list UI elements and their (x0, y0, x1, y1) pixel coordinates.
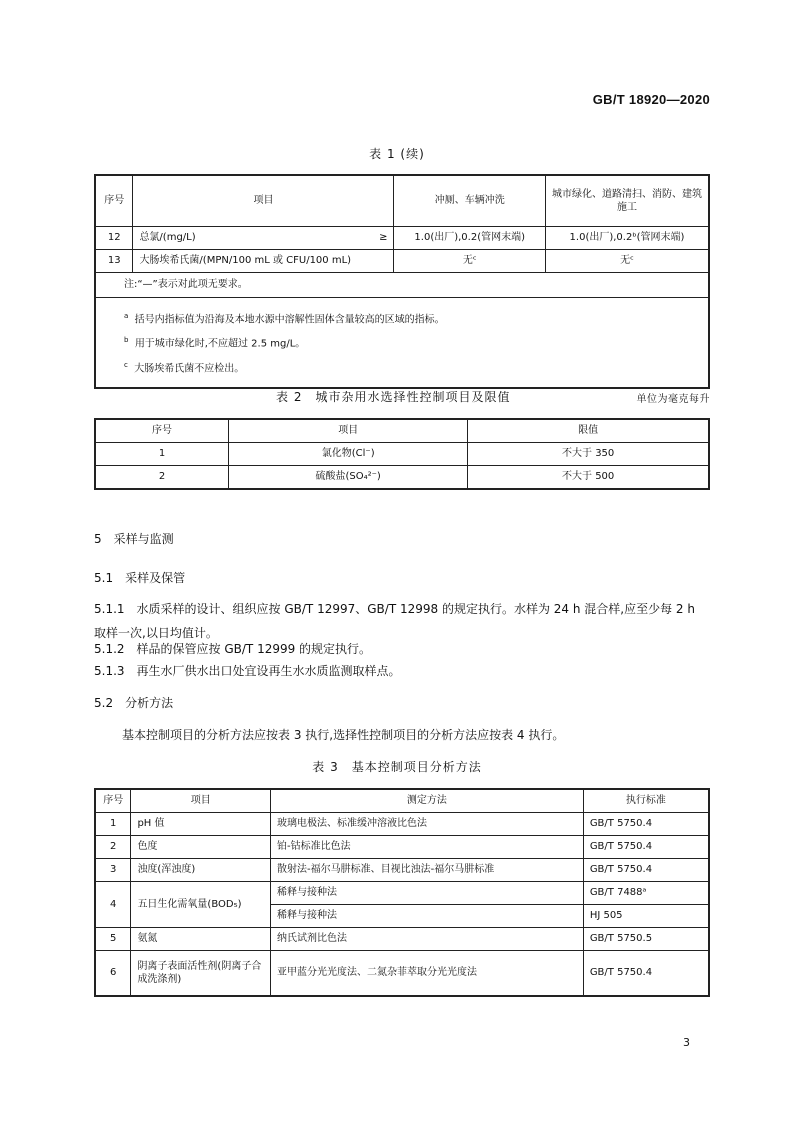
table3-row-method: 亚甲蓝分光光度法、二氮杂菲萃取分光光度法 (271, 951, 584, 997)
table-row (95, 443, 709, 466)
table2-row-item: 氯化物(Cl⁻) (229, 443, 468, 466)
table2-row-limit: 不大于 350 (468, 443, 709, 466)
footnote (124, 306, 702, 330)
table-row (95, 882, 709, 905)
table3-row-standard: GB/T 5750.4 (583, 951, 709, 997)
table3-row-method: 铂-钴标准比色法 (271, 836, 584, 859)
table3-header-standard: 执行标准 (583, 789, 709, 813)
table3-row-item: 五日生化需氧量(BOD₅) (131, 882, 271, 928)
table1-row-col2: 无ᶜ (545, 250, 709, 273)
footnote-text: 用于城市绿化时,不应超过 2.5 mg/L。 (134, 338, 306, 350)
table1-caption: 表 1 (续) (369, 147, 425, 161)
table3-row-standard: GB/T 5750.5 (583, 928, 709, 951)
clause-5-1-2: 5.1.2 样品的保管应按 GB/T 12999 的规定执行。 (94, 642, 372, 656)
table3-row-item: pH 值 (131, 813, 271, 836)
table1-row-item-text: 总氯/(mg/L) (139, 232, 196, 244)
table1-note-row (95, 273, 709, 298)
table2-header-row (95, 419, 709, 443)
table3-row-item: 氨氮 (131, 928, 271, 951)
table3-row-method: 稀释与接种法 (271, 905, 584, 928)
table3-row-method: 纳氏试剂比色法 (271, 928, 584, 951)
table2-caption: 表 2 城市杂用水选择性控制项目及限值 (276, 390, 511, 404)
table3-row-standard: GB/T 5750.4 (583, 836, 709, 859)
clause-5-1-3: 5.1.3 再生水厂供水出口处宜设再生水水质监测取样点。 (94, 664, 401, 678)
table-row (95, 836, 709, 859)
table3-row-item: 色度 (131, 836, 271, 859)
table3-header-item: 项目 (131, 789, 271, 813)
table3-row-no: 4 (95, 882, 131, 928)
table-row (95, 227, 709, 250)
table3-row-item: 阴离子表面活性剂(阴离子合成洗涤剂) (131, 951, 271, 997)
table1-footnotes (95, 298, 709, 388)
table-row (95, 859, 709, 882)
table2-unit: 单位为毫克每升 (636, 394, 710, 405)
table1-row-operator: ≥ (379, 232, 388, 244)
section-5-heading: 5 采样与监测 (94, 532, 174, 546)
table2-row-limit: 不大于 500 (468, 466, 709, 490)
clause-5-1-1: 5.1.1 水质采样的设计、组织应按 GB/T 12997、GB/T 12998 的规定执行。水样为 24 h 混合样,应至少每 2 h 取样一次,以日均值计。 (94, 602, 695, 640)
page-number: 3 (683, 1036, 690, 1049)
table-row (95, 813, 709, 836)
table1-row-col1: 1.0(出厂),0.2(管网末端) (394, 227, 546, 250)
section-5-2-paragraph: 基本控制项目的分析方法应按表 3 执行,选择性控制项目的分析方法应按表 4 执行。 (122, 728, 565, 742)
table3 (94, 788, 710, 997)
table1-row-col1: 无ᶜ (394, 250, 546, 273)
table-row (95, 250, 709, 273)
footnote-text: 括号内指标值为沿海及本地水源中溶解性固体含量较高的区域的指标。 (134, 314, 445, 326)
table2-row-no: 1 (95, 443, 229, 466)
table1-header-item: 项目 (133, 175, 394, 227)
table-row (95, 466, 709, 490)
table3-caption: 表 3 基本控制项目分析方法 (312, 760, 482, 774)
table1-row-item (133, 250, 394, 273)
footnote-text: 大肠埃希氏菌不应检出。 (134, 362, 245, 374)
table1-row-item-text: 大肠埃希氏菌/(MPN/100 mL 或 CFU/100 mL) (139, 255, 352, 267)
table1-row-col2: 1.0(出厂),0.2ᵇ(管网末端) (545, 227, 709, 250)
table-row (95, 951, 709, 997)
table1-header-no: 序号 (95, 175, 133, 227)
table3-header-no: 序号 (95, 789, 131, 813)
table3-row-method: 玻璃电极法、标准缓冲溶液比色法 (271, 813, 584, 836)
table3-row-method: 稀释与接种法 (271, 882, 584, 905)
table1-header-col2: 城市绿化、道路清扫、消防、建筑施工 (545, 175, 709, 227)
table1 (94, 174, 710, 389)
table1-footnotes-row (95, 298, 709, 388)
table2-header-no: 序号 (95, 419, 229, 443)
table2-row-item: 硫酸盐(SO₄²⁻) (229, 466, 468, 490)
section-5-2-heading: 5.2 分析方法 (94, 696, 174, 710)
table2 (94, 418, 710, 490)
table-row (95, 928, 709, 951)
table1-row-item (133, 227, 394, 250)
table3-row-standard: GB/T 5750.4 (583, 813, 709, 836)
table3-row-no: 3 (95, 859, 131, 882)
table1-note: 注:“—”表示对此项无要求。 (95, 273, 709, 298)
table1-header-row (95, 175, 709, 227)
table1-row-no: 13 (95, 250, 133, 273)
table3-row-no: 5 (95, 928, 131, 951)
section-5-1-heading: 5.1 采样及保管 (94, 571, 186, 585)
table3-header-row (95, 789, 709, 813)
table1-row-no: 12 (95, 227, 133, 250)
table2-row-no: 2 (95, 466, 229, 490)
footnote (124, 355, 702, 379)
table3-row-no: 1 (95, 813, 131, 836)
table2-header-limit: 限值 (468, 419, 709, 443)
table3-row-no: 2 (95, 836, 131, 859)
footnote-mark: c (124, 360, 128, 369)
footnote-mark: b (124, 336, 129, 345)
footnote (124, 330, 702, 354)
table3-header-method: 测定方法 (271, 789, 584, 813)
table1-header-col1: 冲厕、车辆冲洗 (394, 175, 546, 227)
table3-row-no: 6 (95, 951, 131, 997)
table3-row-item: 浊度(浑浊度) (131, 859, 271, 882)
table2-header-item: 项目 (229, 419, 468, 443)
table3-row-standard: HJ 505 (583, 905, 709, 928)
table3-row-method: 散射法-福尔马肼标准、目视比浊法-福尔马肼标准 (271, 859, 584, 882)
table3-row-standard: GB/T 7488ᵃ (583, 882, 709, 905)
footnote-mark: a (124, 312, 129, 320)
table3-row-standard: GB/T 5750.4 (583, 859, 709, 882)
standard-code: GB/T 18920—2020 (592, 92, 710, 107)
